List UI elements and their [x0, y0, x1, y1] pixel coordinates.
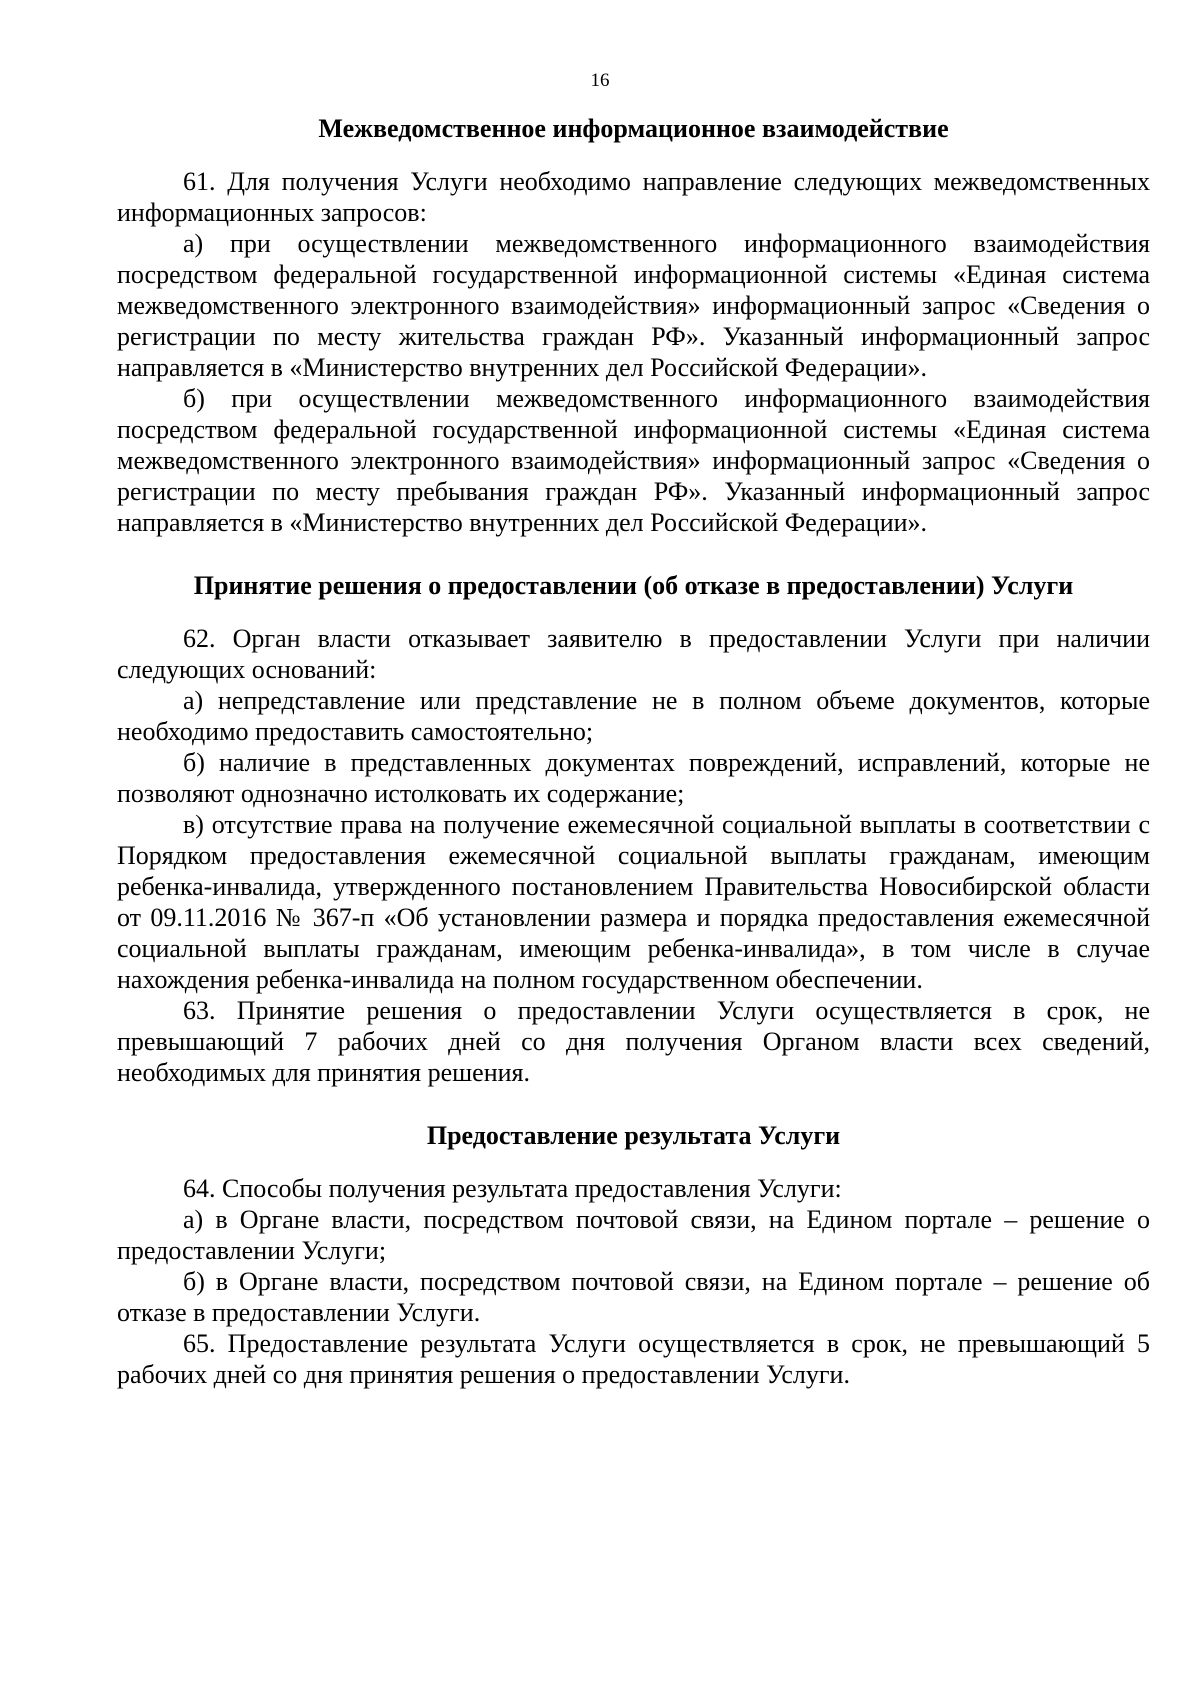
paragraph-65: 65. Предоставление результата Услуги осуществляется в срок, не превышающий 5 рабочих дней со дня принятия решения о предоставлении Услуги. — [117, 1329, 1150, 1389]
page-number: 16 — [590, 70, 610, 91]
section-heading-decision: Принятие решения о предоставлении (об отказе в предоставлении) Услуги — [193, 571, 1074, 600]
document-body — [117, 113, 1150, 1390]
section-heading-interagency: Межведомственное информационное взаимодействие — [318, 114, 949, 143]
paragraph-63: 63. Принятие решения о предоставлении Услуги осуществляется в срок, не превышающий 7 рабочих дней со дня получения Органом власти всех сведений, необходимых для принятия решения. — [117, 996, 1150, 1087]
paragraph-61-b: б) при осуществлении межведомственного информационного взаимодействия посредством федеральной государственной информационной системы «Единая система межведомственного электронного взаимодействия» информационный запрос «Сведения о регистрации по месту пребывания граждан РФ». Указанный информационный запрос направляется в «Министерство внутренних дел Российской Федерации». — [117, 384, 1150, 537]
paragraph-61-a: а) при осуществлении межведомственного информационного взаимодействия посредством федеральной государственной информационной системы «Единая система межведомственного электронного взаимодействия» информационный запрос «Сведения о регистрации по месту жительства граждан РФ». Указанный информационный запрос направляется в «Министерство внутренних дел Российской Федерации». — [117, 229, 1150, 382]
paragraph-64-b: б) в Органе власти, посредством почтовой связи, на Едином портале – решение об отказе в предоставлении Услуги. — [117, 1267, 1150, 1327]
paragraph-62: 62. Орган власти отказывает заявителю в предоставлении Услуги при наличии следующих оснований: — [117, 624, 1150, 684]
paragraph-62-a: а) непредставление или представление не в полном объеме документов, которые необходимо предоставить самостоятельно; — [117, 686, 1150, 746]
paragraph-64-a: а) в Органе власти, посредством почтовой связи, на Едином портале – решение о предоставлении Услуги; — [117, 1205, 1150, 1265]
paragraph-62-v: в) отсутствие права на получение ежемесячной социальной выплаты в соответствии с Порядком предоставления ежемесячной социальной выплаты гражданам, имеющим ребенка-инвалида, утвержденного постановлением Правительства Новосибирской области от 09.11.2016 № 367-п «Об установлении размера и порядка предоставления ежемесячной социальной выплаты гражданам, имеющим ребенка-инвалида», в том числе в случае нахождения ребенка-инвалида на полном государственном обеспечении. — [117, 810, 1150, 994]
paragraph-62-b: б) наличие в представленных документах повреждений, исправлений, которые не позволяют однозначно истолковать их содержание; — [117, 748, 1150, 808]
paragraph-64: 64. Способы получения результата предоставления Услуги: — [183, 1174, 842, 1203]
paragraph-61: 61. Для получения Услуги необходимо направление следующих межведомственных информационных запросов: — [117, 167, 1150, 227]
section-heading-result: Предоставление результата Услуги — [426, 1121, 841, 1150]
